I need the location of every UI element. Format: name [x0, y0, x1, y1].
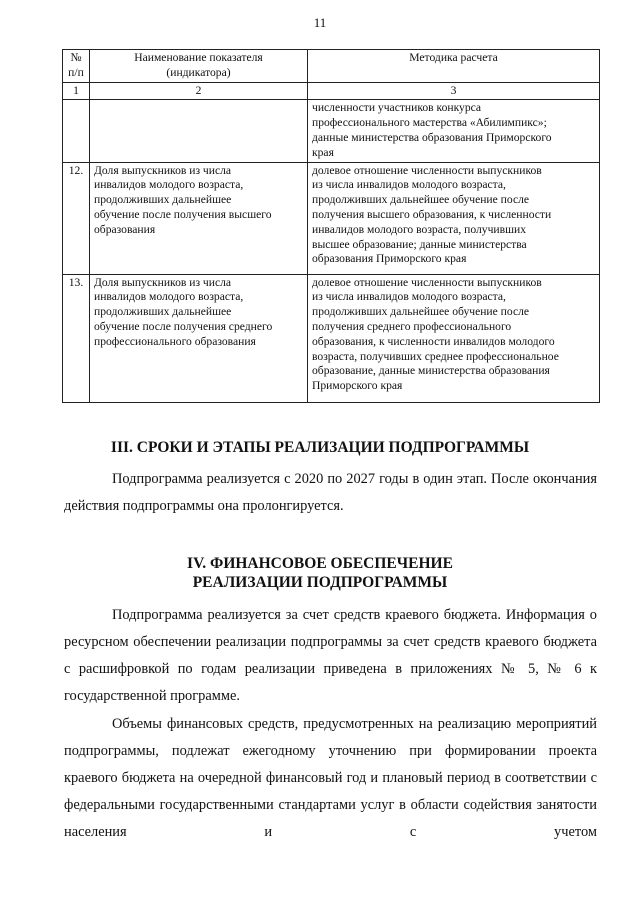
section-4-paragraph-1: Подпрограмма реализуется за счет средств краевого бюджета. Информация о ресурсном обеспечении реализации подпрограммы за счет средств краевого бюджета с расшифровкой по годам реализации приведена в приложениях № 5, № 6 к государственной программе.: [64, 607, 597, 704]
indicators-table: [62, 49, 600, 403]
row-indicator-name: Доля выпускников из числа инвалидов молодого возраста, продолживших дальнейшее обучение после получения высшего образования: [90, 162, 308, 274]
header-method: Методика расчета: [308, 50, 600, 83]
page-number: 11: [313, 15, 327, 30]
header-num: № п/п: [63, 50, 90, 83]
table-header-row: [63, 50, 600, 83]
row-method: численности участников конкурса профессионального мастерства «Абилимпикс»; данные министерства образования Приморского края: [308, 100, 600, 162]
row-num: [63, 100, 90, 162]
header-indicator-name: Наименование показателя (индикатора): [90, 50, 308, 83]
column-number-2: 2: [90, 82, 308, 100]
table-row: [63, 162, 600, 274]
row-method: долевое отношение численности выпускников из числа инвалидов молодого возраста, продолживших дальнейшее обучение после получения среднего профессионального образования, к численности инвалидов молодого возраста, получивших среднее профессиональное образование, данные министерства образования Приморского края: [308, 274, 600, 402]
section-3-title: III. СРОКИ И ЭТАПЫ РЕАЛИЗАЦИИ ПОДПРОГРАММЫ: [110, 439, 530, 456]
row-indicator-name: Доля выпускников из числа инвалидов молодого возраста, продолживших дальнейшее обучение после получения среднего профессионального образования: [90, 274, 308, 402]
row-num: 12.: [63, 162, 90, 274]
row-num: 13.: [63, 274, 90, 402]
column-number-1: 1: [63, 82, 90, 100]
column-number-3: 3: [308, 82, 600, 100]
section-4-paragraph-2: Объемы финансовых средств, предусмотренных на реализацию мероприятий подпрограммы, подлежат ежегодному уточнению при формировании проекта краевого бюджета на очередной финансовый год и плановый период в соответствии с федеральными государственными стандартами услуг в области содействия занятости населения и с учетом: [64, 716, 597, 840]
table-row: [63, 274, 600, 402]
table-column-numbers-row: [63, 82, 600, 100]
row-method: долевое отношение численности выпускников из числа инвалидов молодого возраста, продолживших дальнейшее обучение после получения высшего образования, к численности инвалидов молодого возраста, получивших высшее образование; данные министерства образования Приморского края: [308, 162, 600, 274]
section-3-paragraph: Подпрограмма реализуется с 2020 по 2027 годы в один этап. После окончания действия подпрограммы она пролонгируется.: [64, 471, 597, 514]
row-indicator-name: [90, 100, 308, 162]
table-row: [63, 100, 600, 162]
section-4-title: IV. ФИНАНСОВОЕ ОБЕСПЕЧЕНИЕ РЕАЛИЗАЦИИ ПОДПРОГРАММЫ: [187, 555, 453, 591]
